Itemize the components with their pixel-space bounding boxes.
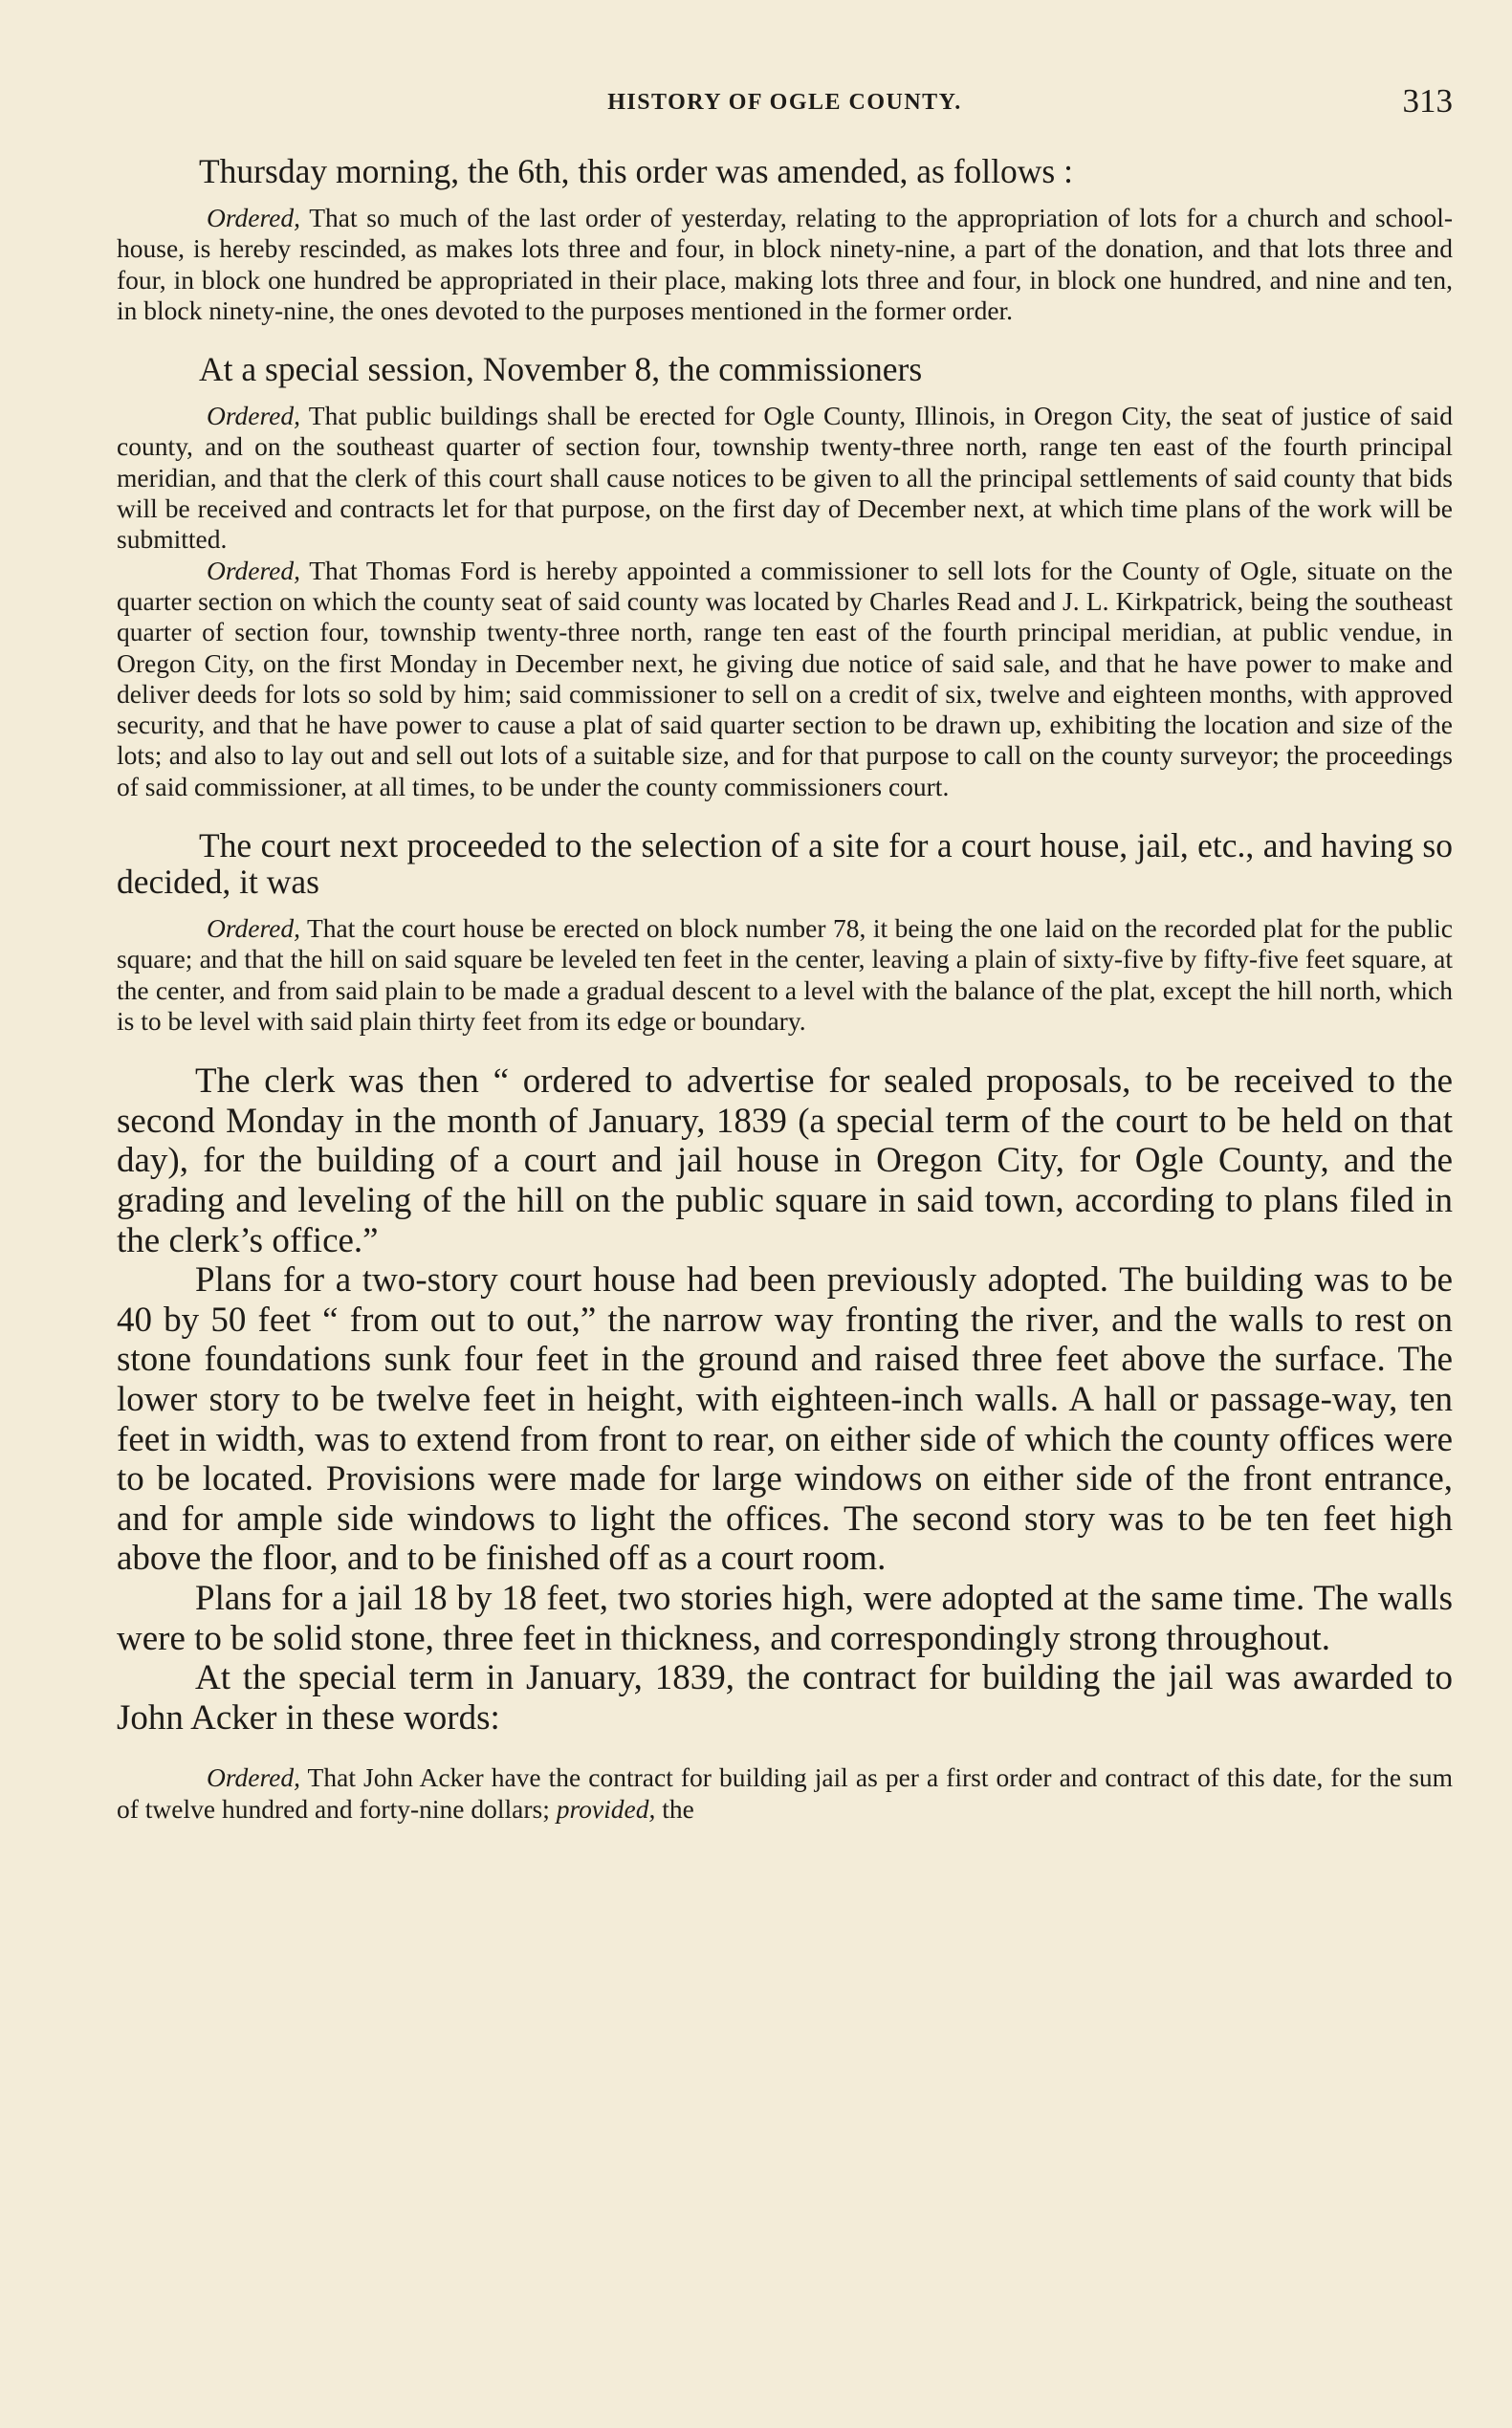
paragraph-jail-plans: Plans for a jail 18 by 18 feet, two stories high, were adopted at the same time. The walls were to be solid stone, three feet in thickness, and correspondingly strong throughout. [117,1578,1453,1658]
provided-label: provided, [556,1793,656,1824]
ordered-label: Ordered, [207,1762,301,1793]
paragraph-court-house-plans: Plans for a two-story court house had been previously adopted. The building was to be 40 by 50 feet “ from out to out,” the narrow way fronting the river, and the walls to rest on stone foundations sunk four feet in the ground and raised three feet above the surface. The lower story to be twelve feet in height, with eighteen-inch walls. A hall or passage-way, ten feet in width, was to extend from front to rear, on either side of which the county offices were to be located. Provisions were made for large windows on either side of the front entrance, and for ample side windows to light the offices. The second story was to be ten feet high above the floor, and to be finished off as a court room. [117,1260,1453,1579]
order-amendment [117,203,1453,326]
paragraph-clerk-proposals: The clerk was then “ ordered to advertise for sealed proposals, to be received to the second Monday in the month of January, 1839 (a special term of the court to be held on that day), for the building of a court and jail house in Oregon City, for Ogle County, and the grading and leveling of the hill on the public square in said town, according to plans filed in the clerk’s office.” [117,1061,1453,1260]
ordered-label: Ordered, [207,203,301,232]
page-body [117,153,1453,1825]
paragraph-jail-contract: At the special term in January, 1839, the contract for building the jail was awarded to John Acker in these words: [117,1658,1453,1738]
paragraph-special-session: At a special session, November 8, the commissioners [199,350,923,389]
order-text: That so much of the last order of yesterday, relating to the appropriation of lots for a church and school-house, is hereby rescinded, as makes lots three and four, in block ninety-nine, a part of the donation, and that lots three and four, in block one hundred be appropriated in their place, making lots three and four, in block one hundred, and nine and ten, in block ninety-nine, the ones devoted to the purposes mentioned in the former order. [117,203,1453,325]
order-text: That the court house be erected on block number 78, it being the one laid on the recorded plat for the public square; and that the hill on said square be leveled ten feet in the center, leaving a plain of sixty-five by fifty-five feet square, at the center, and from said plain to be made a gradual descent to a level with the balance of the plat, except the hill north, which is to be level with said plain thirty feet from its edge or boundary. [117,913,1453,1036]
paragraph-court-site: The court next proceeded to the selection of a site for a court house, jail, etc., and having so decided, it was [117,826,1453,902]
order-court-house-block [117,913,1453,1037]
page-header [117,82,1453,120]
ordered-label: Ordered, [207,401,301,431]
order-text: That John Acker have the contract for building jail as per a first order and contract of this date, for the sum of twelve hundred and forty-nine dollars; [117,1762,1453,1824]
order-thomas-ford [117,556,1453,802]
running-title: HISTORY OF OGLE COUNTY. [607,90,962,115]
order-text-tail: the [655,1793,694,1824]
paragraph-amendment-intro: Thursday morning, the 6th, this order was amended, as follows : [199,152,1073,190]
ordered-label: Ordered, [207,913,301,944]
page-number: 313 [1402,82,1453,120]
order-text: That public buildings shall be erected for Ogle County, Illinois, in Oregon City, the seat of justice of said county, and on the southeast quarter of section four, township twenty-three north, range ten east of the fourth principal meridian, and that the clerk of this court shall cause notices to be given to all the principal settlements of said county that bids will be received and contracts let for that purpose, on the first day of December next, at which time plans of the work will be submitted. [117,401,1453,555]
order-text: That Thomas Ford is hereby appointed a commissioner to sell lots for the County of Ogle, situate on the quarter section on which the county seat of said county was located by Charles Read and J. L. Kirkpatrick, being the southeast quarter of section four, township twenty-three north, range ten east of the fourth principal meridian, at public vendue, in Oregon City, on the first Monday in December next, he giving due notice of said sale, and that he have power to make and deliver deeds for lots so sold by him; said commissioner to sell on a credit of six, twelve and eighteen months, with approved security, and that he have power to cause a plat of said quarter section to be drawn up, exhibiting the location and size of the lots; and also to lay out and sell out lots of a suitable size, and for that purpose to call on the county surveyor; the proceedings of said commissioner, at all times, to be under the county commissioners court. [117,555,1453,801]
ordered-label: Ordered, [207,555,301,585]
order-john-acker [117,1762,1453,1825]
order-public-buildings [117,401,1453,555]
